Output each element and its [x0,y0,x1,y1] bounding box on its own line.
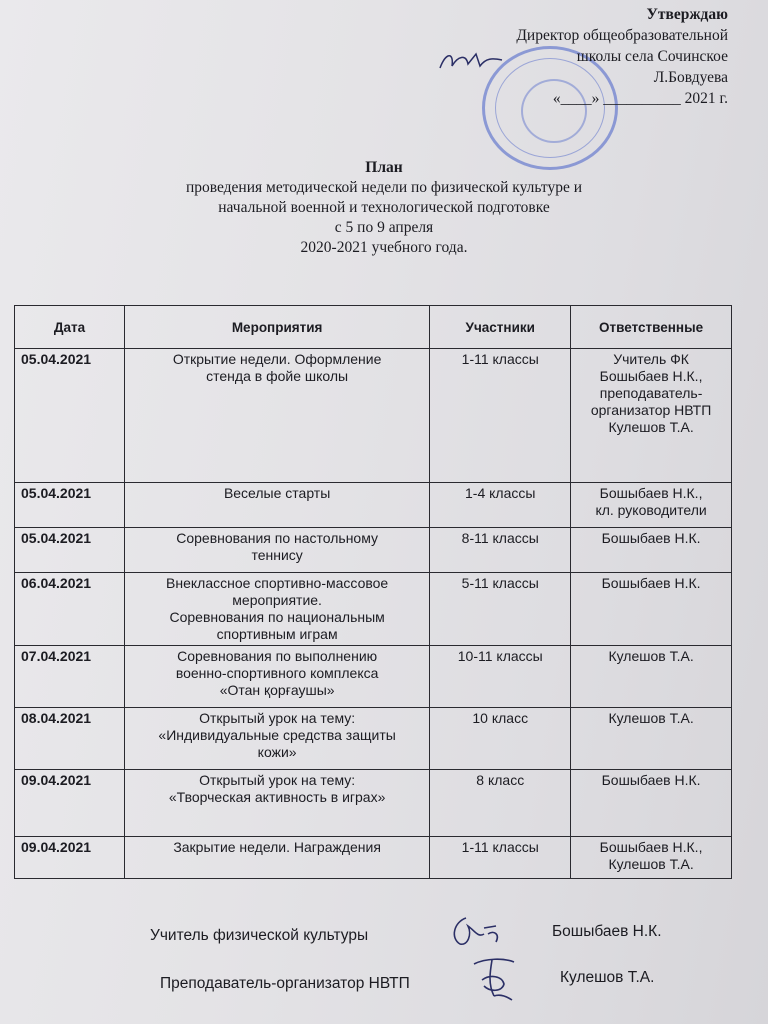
director-signature [436,48,506,74]
cell-participants [430,483,571,528]
cell-event-line: «Отан қорғаушы» [219,682,335,698]
cell-event [124,483,429,528]
header-events: Мероприятия [124,306,429,349]
cell-responsible-line: Бошыбаев Н.К., [599,368,703,384]
cell-date [15,708,125,770]
table-header-row [15,306,732,349]
cell-responsible-line: Бошыбаев Н.К. [601,575,701,591]
cell-event-line: «Творческая активность в играх» [168,789,386,805]
cell-responsible [571,349,732,483]
cell-event-line: военно-спортивного комплекса [175,665,379,681]
cell-responsible-line: Бошыбаев Н.К. [601,772,701,788]
cell-date [15,646,125,708]
title-main: План [365,159,403,176]
approval-line-3: Л.Бовдуева [653,69,728,86]
nvtp-name: Кулешов Т.А. [560,969,655,986]
approval-line-1: Директор общеобразовательной [516,27,728,44]
cell-event [124,573,429,646]
cell-responsible-line: Кулешов Т.А. [608,710,694,726]
cell-date [15,573,125,646]
cell-event [124,646,429,708]
approval-line-4: «____» __________ 2021 г. [552,90,728,107]
cell-date-line: 08.04.2021 [21,710,92,726]
approval-block [516,4,728,109]
plan-table [14,305,732,879]
cell-event-line: мероприятие. [232,592,322,608]
pe-teacher-signature [444,908,508,950]
cell-participants [430,349,571,483]
table-row [15,528,732,573]
cell-participants-line: 1-11 классы [461,839,539,855]
cell-date-line: 05.04.2021 [21,351,92,367]
cell-event-line: Открытый урок на тему: [199,772,356,788]
cell-responsible-line: Бошыбаев Н.К., [599,839,703,855]
cell-responsible [571,770,732,837]
table-row [15,646,732,708]
cell-date [15,483,125,528]
cell-event-line: Соревнования по выполнению [177,648,378,664]
cell-participants [430,708,571,770]
cell-date-line: 05.04.2021 [21,485,92,501]
cell-date-line: 09.04.2021 [21,839,92,855]
pe-teacher-name: Бошыбаев Н.К. [552,923,662,940]
nvtp-role: Преподаватель-организатор НВТП [160,975,410,992]
cell-participants [430,528,571,573]
cell-event [124,349,429,483]
cell-event-line: Закрытие недели. Награждения [173,839,381,855]
cell-responsible [571,646,732,708]
cell-responsible-line: Учитель ФК [613,351,689,367]
cell-event-line: спортивным играм [216,626,338,642]
table-row [15,708,732,770]
cell-event-line: Соревнования по национальным [169,609,385,625]
cell-event [124,837,429,879]
header-participants: Участники [430,306,571,349]
cell-responsible [571,483,732,528]
cell-event [124,528,429,573]
cell-participants-line: 8-11 классы [461,530,539,546]
document-title [0,158,768,258]
cell-participants-line: 8 класс [476,772,525,788]
cell-participants [430,770,571,837]
cell-participants [430,837,571,879]
cell-responsible [571,708,732,770]
header-date: Дата [15,306,125,349]
title-line-4: 2020-2021 учебного года. [300,239,468,256]
table-row [15,349,732,483]
cell-event-line: Открытие недели. Оформление [172,351,382,367]
cell-participants-line: 1-4 классы [465,485,536,501]
cell-event-line: стенда в фойе школы [206,368,349,384]
cell-responsible-line: Кулешов Т.А. [608,856,694,872]
cell-date [15,349,125,483]
approval-heading: Утверждаю [646,6,728,23]
table-row [15,770,732,837]
title-line-2: начальной военной и технологической подготовке [218,199,550,216]
cell-responsible-line: Кулешов Т.А. [608,419,694,435]
cell-event [124,708,429,770]
cell-participants-line: 1-11 классы [461,351,539,367]
cell-event [124,770,429,837]
cell-date [15,528,125,573]
table-row [15,573,732,646]
title-line-1: проведения методической недели по физической культуре и [185,179,583,196]
cell-responsible-line: Бошыбаев Н.К., [599,485,703,501]
cell-date-line: 05.04.2021 [21,530,92,546]
cell-date [15,837,125,879]
cell-responsible-line: Кулешов Т.А. [608,648,694,664]
cell-event-line: кожи» [257,744,297,760]
table-row [15,837,732,879]
cell-event-line: «Индивидуальные средства защиты [158,727,396,743]
approval-line-2: школы села Сочинское [576,48,728,65]
cell-participants-line: 5-11 классы [461,575,539,591]
cell-responsible-line: Бошыбаев Н.К. [601,530,701,546]
cell-date-line: 07.04.2021 [21,648,92,664]
cell-responsible-line: организатор НВТП [590,402,712,418]
cell-responsible [571,528,732,573]
cell-event-line: Открытый урок на тему: [199,710,356,726]
cell-responsible-line: кл. руководители [595,502,707,518]
table-row [15,483,732,528]
cell-event-line: Внеклассное спортивно-массовое [166,575,389,591]
header-responsible: Ответственные [571,306,732,349]
cell-date [15,770,125,837]
cell-participants-line: 10 класс [472,710,529,726]
title-line-3: с 5 по 9 апреля [334,219,434,236]
cell-date-line: 09.04.2021 [21,772,92,788]
cell-responsible [571,573,732,646]
cell-participants-line: 10-11 классы [457,648,543,664]
cell-event-line: теннису [251,547,303,563]
nvtp-signature [464,950,524,1006]
cell-date-line: 06.04.2021 [21,575,92,591]
pe-teacher-role: Учитель физической культуры [150,927,369,944]
cell-event-line: Веселые старты [223,485,331,501]
cell-participants [430,573,571,646]
cell-responsible [571,837,732,879]
cell-participants [430,646,571,708]
cell-responsible-line: преподаватель- [599,385,703,401]
cell-event-line: Соревнования по настольному [176,530,379,546]
